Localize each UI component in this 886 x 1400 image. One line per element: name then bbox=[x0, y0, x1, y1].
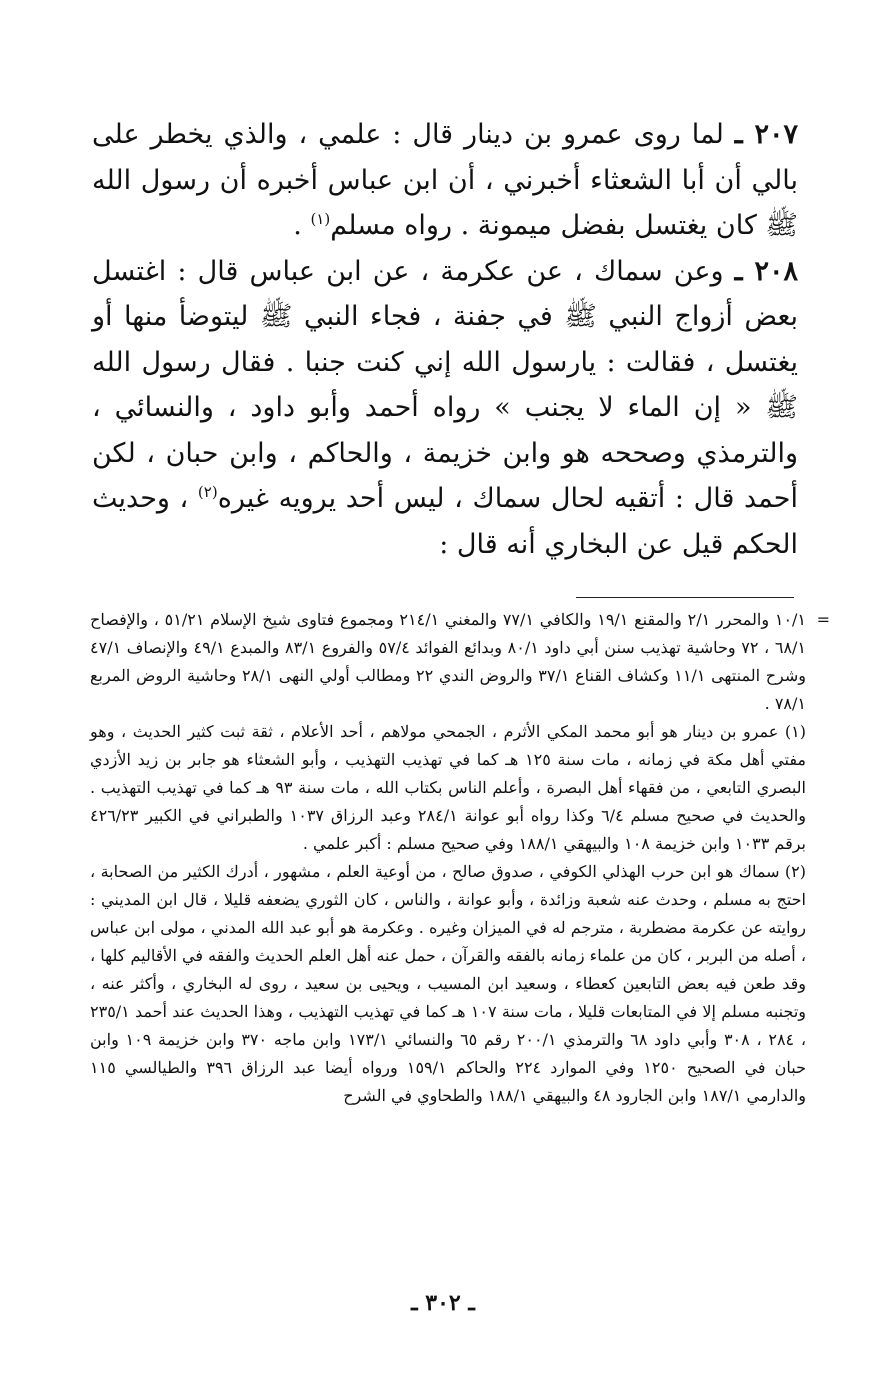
main-text bbox=[92, 112, 798, 567]
footnote-1: (١) عمرو بن دينار هو أبو محمد المكي الأثرم ، الجمحي مولاهم ، أحد الأعلام ، ثقة ثبت كثير الحديث ، وهو مفتي أهل مكة في زمانه ، مات سنة ١٢٥ هـ كما في تهذيب التهذيب ، وأبو الشعثاء هو جابر بن زيد الأزدي البصري التابعي ، من فقهاء أهل البصرة ، وأعلم الناس بكتاب الله ، مات سنة ٩٣ هـ كما في تهذيب التهذيب . والحديث في صحيح مسلم ٦/٤ وكذا رواه أبو عوانة ٢٨٤/١ وعبد الرزاق ١٠٣٧ والطبراني في الكبير ٤٢٦/٢٣ برقم ١٠٣٣ وابن خزيمة ١٠٨ والبيهقي ١٨٨/١ وفي صحيح مسلم : أكبر علمي . bbox=[90, 722, 807, 853]
hadith-number: ٢٠٧ ـ bbox=[734, 119, 798, 150]
footnotes bbox=[89, 606, 830, 1110]
footnote-continuation bbox=[90, 606, 830, 718]
hadith-text-end: ، وحديث الحكم قيل عن البخاري أنه قال : bbox=[92, 483, 798, 560]
hadith-208 bbox=[92, 249, 798, 568]
hadith-number: ٢٠٨ ـ bbox=[734, 255, 798, 287]
hadith-text: لما روى عمرو بن دينار قال : علمي ، والذي يخطر على بالي أن أبا الشعثاء أخبرني ، أن ابن عباس أخبره أن رسول الله ﷺ كان يغتسل بفضل ميمونة . رواه مسلم bbox=[92, 119, 798, 241]
hadith-text: وعن سماك ، عن عكرمة ، عن ابن عباس قال : اغتسل بعض أزواج النبي ﷺ في جفنة ، فجاء النبي ﷺ ليتوضأ منها أو يغتسل ، فقالت : يارسول الله إني كنت جنبا . فقال رسول الله ﷺ « إن الماء لا يجنب » رواه أحمد وأبو داود ، والنسائي ، والترمذي وصححه هو وابن خزيمة ، والحاكم ، وابن حبان ، لكن أحمد قال : أتقيه لحال سماك ، ليس أحد يرويه غيره bbox=[92, 255, 798, 514]
footnote-continuation-text: ١٠/١ والمحرر ٢/١ والمقنع ١٩/١ والكافي ٧٧/١ والمغني ٢١٤/١ ومجموع فتاوى شيخ الإسلام ٥١/٢١ ، والإفصاح ٦٨/١ ، ٧٢ وحاشية تهذيب سنن أبي داود ٨٠/١ وبدائع الفوائد ٥٧/٤ والفروع ٨٣/١ والمبدع ٤٩/١ والإنصاف ٤٧/١ وشرح المنتهى ١١/١ وكشاف القناع ٣٧/١ والروض الندي ٢٢ ومطالب أولي النهى ٢٨/١ وحاشية الروض المربع ٧٨/١ . bbox=[90, 610, 807, 713]
hadith-text-end: . bbox=[293, 210, 311, 241]
footnote-2: (٢) سماك هو ابن حرب الهذلي الكوفي ، صدوق صالح ، من أوعية العلم ، مشهور ، أدرك الكثير من الصحابة ، احتج به مسلم ، وحدث عنه شعبة وزائدة ، وأبو عوانة ، والناس ، كان الثوري يضعفه قليلا ، قال ابن المديني : روايته عن عكرمة مضطربة ، مترجم له في الميزان وغيره . وعكرمة هو أبو عبد الله المدني ، مولى ابن عباس ، أصله من البربر ، كان من علماء زمانه بالفقه والقرآن ، حمل عنه أهل العلم الحديث والفقه في الأقاليم كلها ، وقد طعن فيه بعض التابعين كعطاء ، وسعيد ابن المسيب ، ويحيى بن سعيد ، روى له البخاري ، وأكثر عنه ، وتجنبه مسلم إلا في المتابعات قليلا ، مات سنة ١٠٧ هـ كما في تهذيب التهذيب ، وهذا الحديث عند أحمد ٢٣٥/١ ، ٢٨٤ ، ٣٠٨ وأبي داود ٦٨ والترمذي ٢٠٠/١ رقم ٦٥ والنسائي ١٧٣/١ وابن ماجه ٣٧٠ وابن خزيمة ١٠٩ وابن حبان في الصحيح ١٢٥٠ وفي الموارد ٢٢٤ والحاكم ١٥٩/١ ورواه أيضا عبد الرزاق ٣٩٦ والطيالسي ١١٥ والدارمي ١٨٧/١ وابن الجارود ٤٨ والبيهقي ١٨٨/١ والطحاوي في الشرح bbox=[89, 862, 807, 1105]
hadith-207 bbox=[92, 112, 798, 249]
page-number: ـ ٣٠٢ ـ bbox=[411, 1290, 475, 1316]
footnote-ref-2[interactable]: (٢) bbox=[197, 483, 218, 501]
footnote-ref-1[interactable]: (١) bbox=[310, 210, 331, 228]
footnote-divider bbox=[576, 597, 794, 598]
continuation-mark: = bbox=[816, 610, 830, 629]
